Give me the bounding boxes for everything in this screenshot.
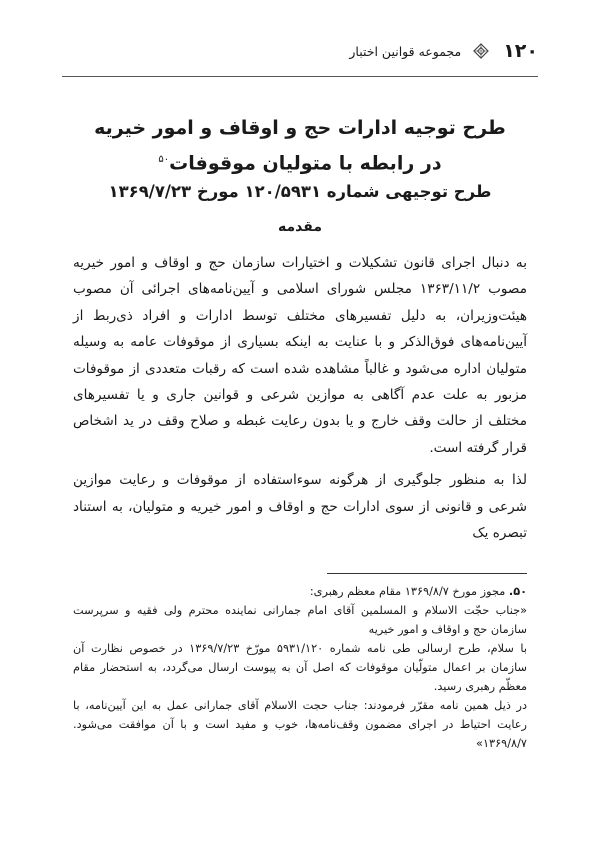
- document-title: [70, 112, 530, 179]
- footnote-line: در ذیل همین نامه مقرّر فرمودند: جناب حجت الاسلام آقای جمارانی عمل به این آیین‌نامه، با رعایت احتیاط در اجرای مضمون وقف‌نامه‌ها، خوب و مفید است و با آن موافقت می‌شود. ۱۳۶۹/۸/۷»: [73, 699, 527, 750]
- title-line-2: [70, 144, 530, 179]
- footnote-line: با سلام، طرح ارسالی طی نامه شماره ۵۹۳۱/۱۲۰ مورّخ ۱۳۶۹/۷/۲۳ در خصوص نظارت آن سازمان بر اعمال متولّیان موقوفات که اصل آن به پیوست ارسال می‌گردد، به استحضار مقام معظّم رهبری رسید.: [73, 642, 527, 693]
- body-text: [73, 250, 527, 546]
- paragraph: به دنبال اجرای قانون تشکیلات و اختیارات سازمان حج و اوقاف و امور خیریه مصوب ۱۳۶۳/۱۱/۲ مجلس شورای اسلامی و آیین‌نامه‌های اجرائی آن مصوب هیئت‌وزیران، به دلیل تفسیرهای مختلف توسط ادارات و افراد ذی‌ربط از آیین‌نامه‌های فوق‌الذکر و با عنایت به اینکه بسیاری از موقوفات عامه به وسیله متولیان اداره می‌شود و غالباً مشاهده شده است که رقبات متعددی از موقوفات مزبور به علت عدم آگاهی به موازین شرعی و قوانین جاری و یا تفسیرهای مختلف از حالت وقف خارج و یا بدون رعایت غبطه و صلاح وقف در ید اشخاص قرار گرفته است.: [73, 255, 527, 456]
- section-heading: مقدمه: [278, 219, 322, 235]
- footnote-mark: ۵۰: [158, 154, 170, 165]
- diamond-ornament-icon: [473, 43, 489, 59]
- running-header: [62, 38, 538, 64]
- footnote-number: ۵۰.: [508, 585, 527, 598]
- paragraph: لذا به منظور جلوگیری از هرگونه سوءاستفاده از موقوفات و رعایت موازین شرعی و قانونی از سوی ادارات حج و اوقاف و امور خیریه و متولیان، به استناد تبصره یک: [73, 472, 527, 542]
- header-divider: [62, 76, 538, 77]
- footnotes: [73, 582, 527, 753]
- document-subtitle: طرح توجیهی شماره ۱۲۰/۵۹۳۱ مورخ ۱۳۶۹/۷/۲۳: [108, 182, 492, 201]
- footnote-divider: [327, 573, 527, 574]
- footnote-text: مجوز مورخ ۱۳۶۹/۸/۷ مقام معظم رهبری:: [309, 585, 506, 598]
- title-line-2-text: در رابطه با متولیان موقوفات: [169, 152, 442, 175]
- title-line-1: طرح توجیه ادارات حج و اوقاف و امور خیریه: [94, 117, 506, 139]
- footnote-line: «جناب حجّت الاسلام و المسلمین آقای امام جمارانی نماینده محترم ولی فقیه و سرپرست سازمان حج و اوقاف و امور خیریه: [73, 604, 527, 636]
- book-title: مجموعه قوانین اختبار: [349, 43, 462, 59]
- page-number: ۱۲۰: [503, 40, 538, 62]
- footnote-line: [73, 582, 527, 601]
